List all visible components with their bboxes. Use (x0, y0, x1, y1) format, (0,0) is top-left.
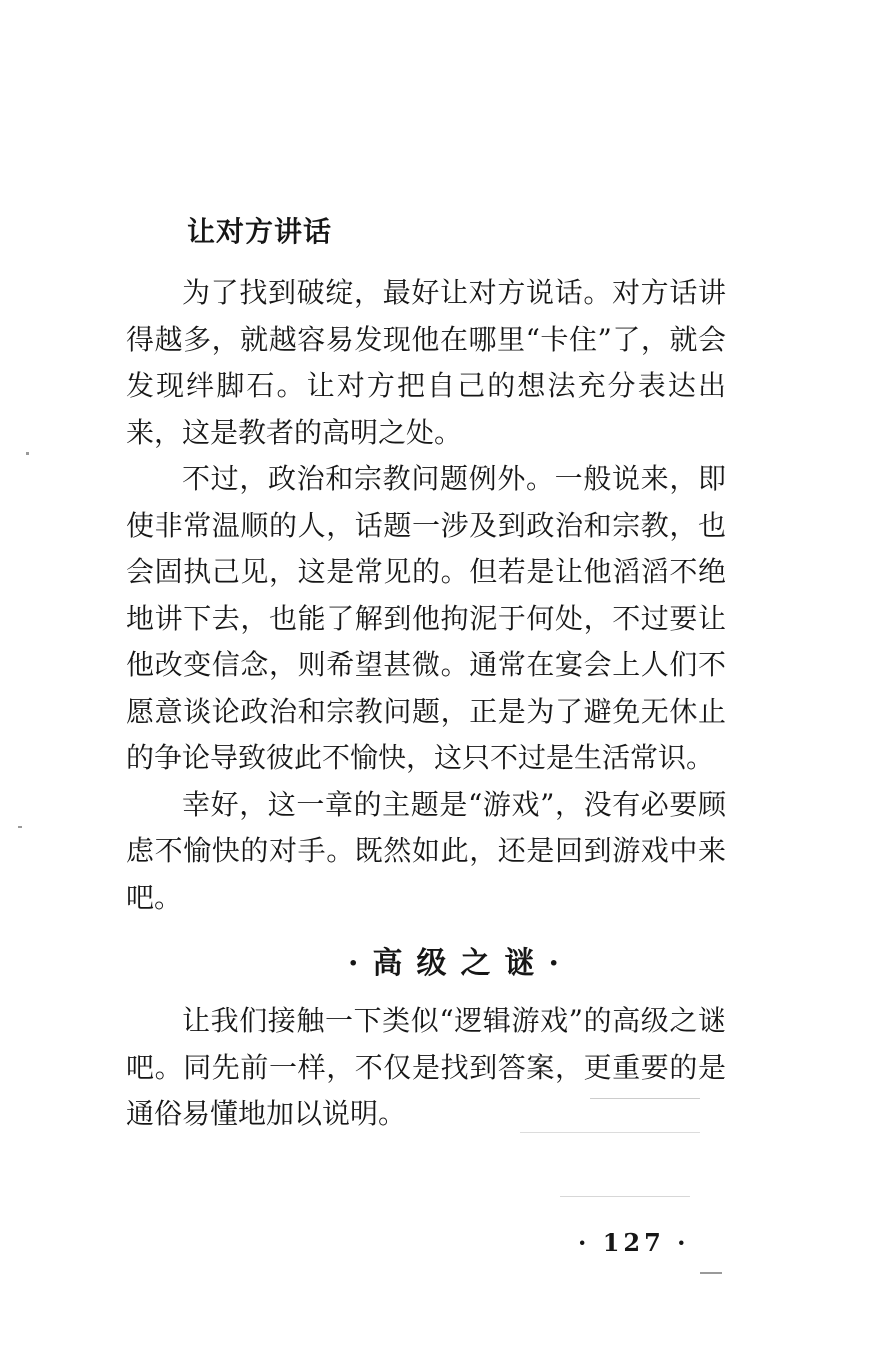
paragraph: 让我们接触一下类似“逻辑游戏”的高级之谜吧。同先前一样，不仅是找到答案，更重要的是通俗易懂地加以说明。 (126, 1004, 726, 1130)
paragraph: 幸好，这一章的主题是“游戏”，没有必要顾虑不愉快的对手。既然如此，还是回到游戏中来吧。 (126, 787, 726, 914)
page-number: · 127 · (578, 1228, 690, 1257)
paragraph: 为了找到破绽，最好让对方说话。对方话讲得越多，就越容易发现他在哪里“卡住”了，就会发现绊脚石。让对方把自己的想法充分表达出来，这是教者的高明之处。 (126, 276, 726, 449)
section-body-text (126, 998, 726, 1138)
subsection-heading: 让对方讲话 (187, 215, 333, 248)
paragraph: 不过，政治和宗教问题例外。一般说来，即使非常温顺的人，话题一涉及到政治和宗教，也会固执己见，这是常见的。但若是让他滔滔不绝地讲下去，也能了解到他拘泥于何处，不过要让他改变信念，则希望甚微。通常在宴会上人们不愿意谈论政治和宗教问题，正是为了避免无休止的争论导致彼此不愉快，这只不过是生活常识。 (126, 462, 726, 774)
scan-speck (560, 1196, 690, 1197)
scan-speck (18, 826, 22, 828)
body-text (126, 270, 726, 921)
scan-speck (700, 1272, 722, 1274)
scan-speck (590, 1098, 700, 1099)
scan-speck (520, 1132, 700, 1133)
scan-speck (26, 452, 29, 455)
section-title: ·高级之谜· (348, 946, 573, 981)
